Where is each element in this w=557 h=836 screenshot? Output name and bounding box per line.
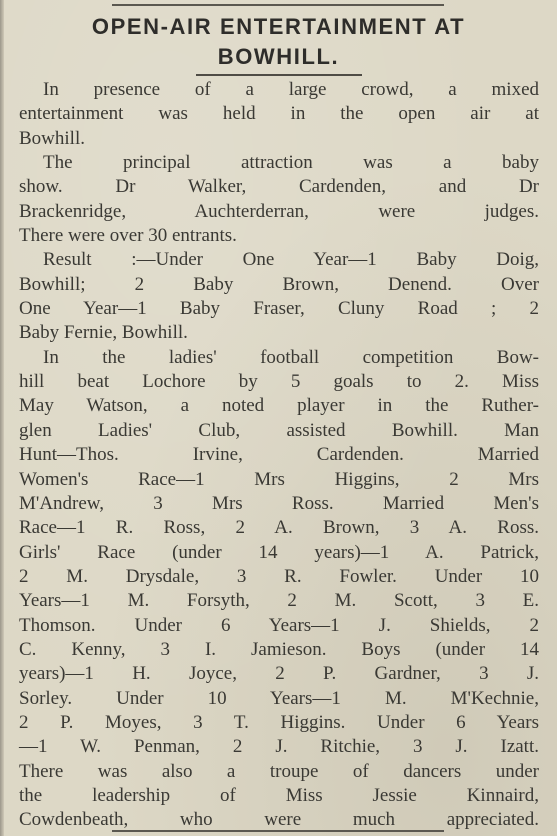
article-line: Bowhill. xyxy=(19,127,85,149)
article-line: 2 M. Drysdale, 3 R. Fowler. Under 10 xyxy=(19,565,539,587)
headline-rule xyxy=(196,74,362,76)
article-line: In the ladies' football competition Bow- xyxy=(43,346,539,368)
article-line: Baby Fernie, Bowhill. xyxy=(19,322,188,344)
article-line: C. Kenny, 3 I. Jamieson. Boys (under 14 xyxy=(19,638,539,660)
article-line: Thomson. Under 6 Years—1 J. Shields, 2 xyxy=(19,614,539,636)
headline-line-1: OPEN-AIR ENTERTAINMENT AT xyxy=(91,14,466,39)
article-line: M'Andrew, 3 Mrs Ross. Married Men's xyxy=(19,492,539,514)
article-line: show. Dr Walker, Cardenden, and Dr xyxy=(19,176,539,198)
article-line: Race—1 R. Ross, 2 A. Brown, 3 A. Ross. xyxy=(19,517,539,539)
article-line: glen Ladies' Club, assisted Bowhill. Man xyxy=(19,419,539,441)
article-line: Hunt—Thos. Irvine, Cardenden. Married xyxy=(19,444,539,466)
article-line: There were over 30 entrants. xyxy=(19,225,237,247)
article-line: The principal attraction was a baby xyxy=(43,152,539,174)
article-line: 2 P. Moyes, 3 T. Higgins. Under 6 Years xyxy=(19,711,539,733)
article-line: hill beat Lochore by 5 goals to 2. Miss xyxy=(19,371,539,393)
bottom-rule xyxy=(112,830,444,832)
article-line: May Watson, a noted player in the Ruther- xyxy=(19,395,539,417)
article-line: There was also a troupe of dancers under xyxy=(19,760,539,782)
article-headline xyxy=(0,12,557,72)
article-line: years)—1 H. Joyce, 2 P. Gardner, 3 J. xyxy=(19,663,539,685)
headline-line-2: BOWHILL. xyxy=(217,44,340,69)
article-line: Years—1 M. Forsyth, 2 M. Scott, 3 E. xyxy=(19,590,539,612)
article-line: entertainment was held in the open air at xyxy=(19,103,539,125)
article-line: Brackenridge, Auchterderran, were judges. xyxy=(19,200,539,222)
article-line: the leadership of Miss Jessie Kinnaird, xyxy=(19,784,539,806)
article-line: Sorley. Under 10 Years—1 M. M'Kechnie, xyxy=(19,687,539,709)
article-line: Cowdenbeath, who were much appreciated. xyxy=(19,809,539,831)
top-rule xyxy=(112,4,444,6)
article-body xyxy=(19,78,539,833)
article-line: Result :—Under One Year—1 Baby Doig, xyxy=(43,249,539,271)
article-line: In presence of a large crowd, a mixed xyxy=(43,79,539,100)
page-edge-shadow xyxy=(0,0,4,836)
article-line: One Year—1 Baby Fraser, Cluny Road ; 2 xyxy=(19,298,539,320)
article-line: —1 W. Penman, 2 J. Ritchie, 3 J. Izatt. xyxy=(19,736,539,758)
article-line: Women's Race—1 Mrs Higgins, 2 Mrs xyxy=(19,468,539,490)
article-line: Bowhill; 2 Baby Brown, Denend. Over xyxy=(19,273,539,295)
article-line: Girls' Race (under 14 years)—1 A. Patrick, xyxy=(19,541,539,563)
